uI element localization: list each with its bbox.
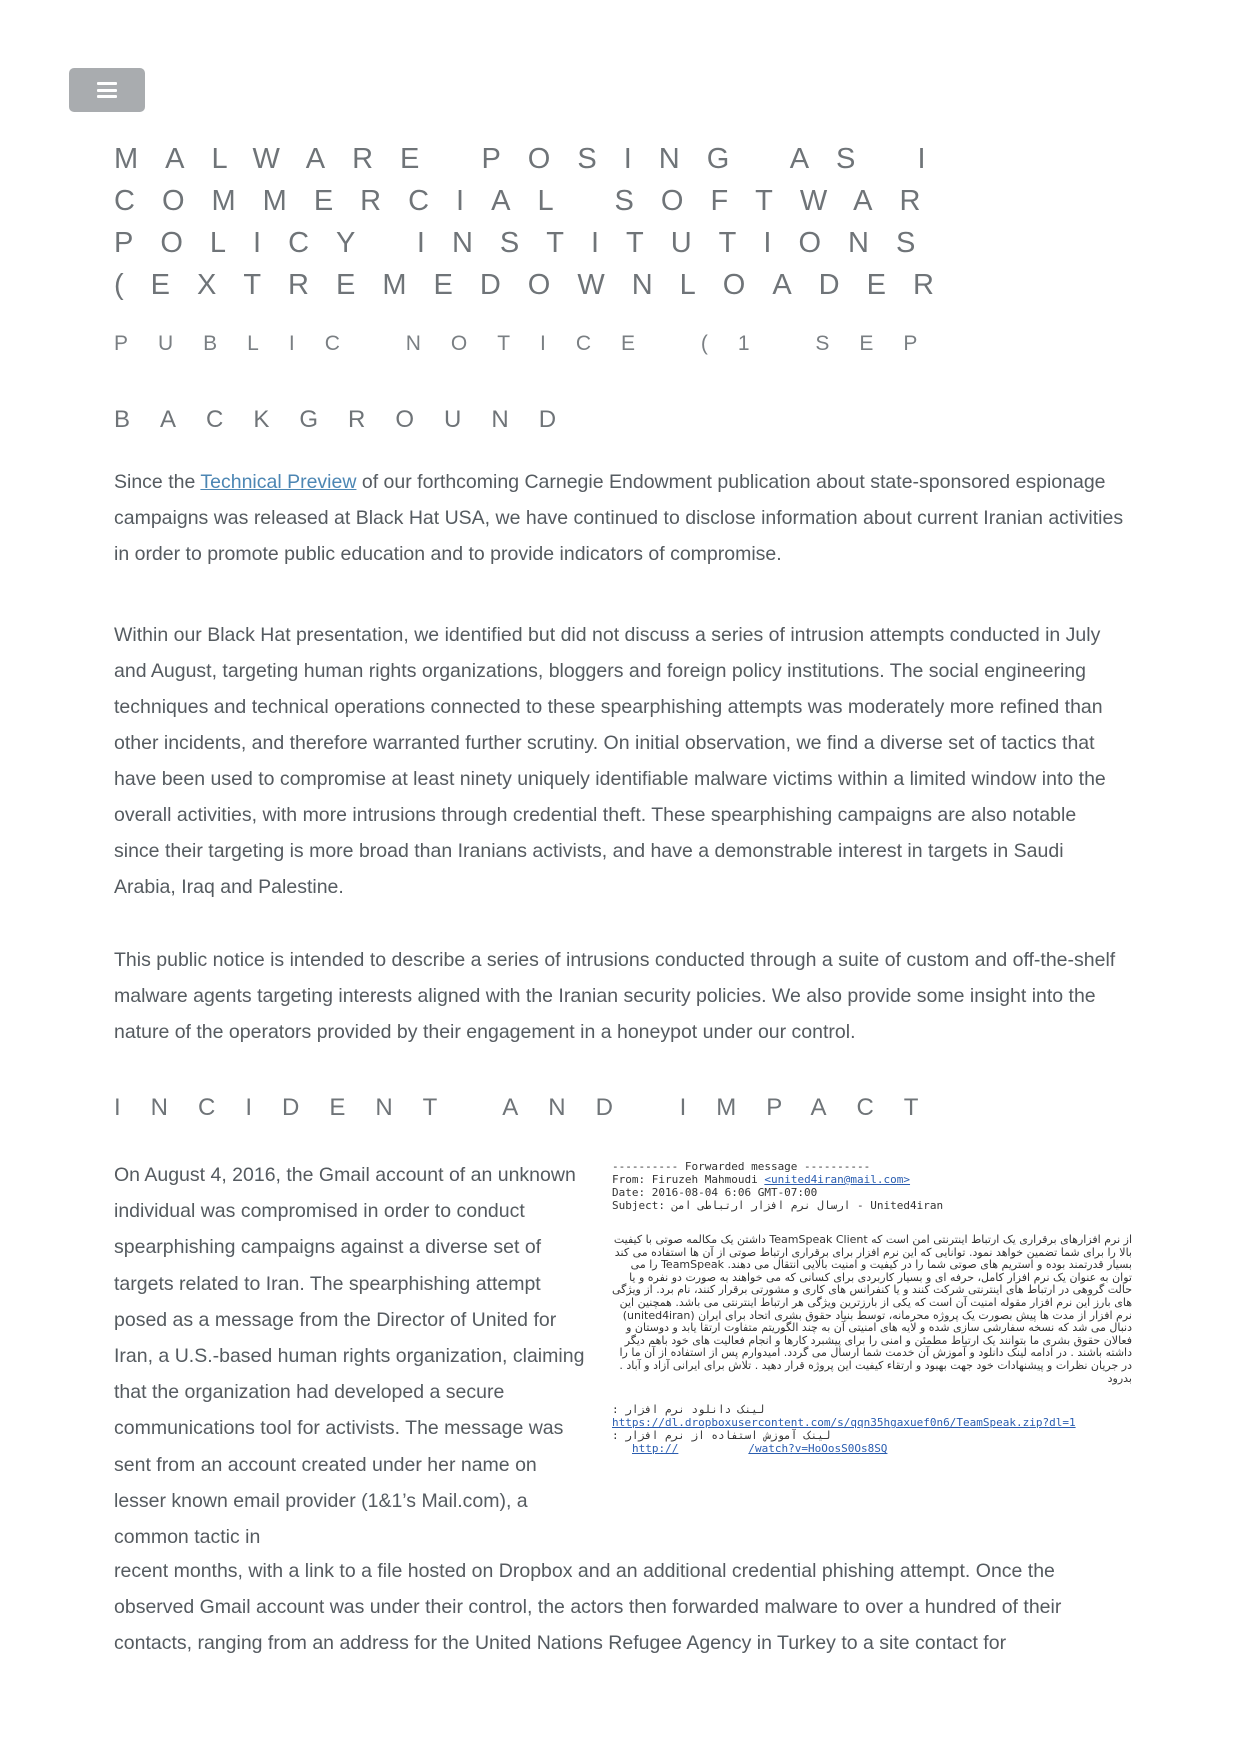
incident-paragraph: On August 4, 2016, the Gmail account of an unknown individual was compromised in order to conduct spearphishing campaigns against a diverse set of targets related to Iran. The spearphishing attempt posed as a message from the Director of United for Iran, a U.S.-based human rights organization, claiming that the organization had developed a secure communications tool for activists. The message was sent from an account created under her name on lesser known email provider (1&1’s Mail.com), a common tactic in bbox=[114, 1164, 585, 1549]
email-date: Date: 2016-08-04 6:06 GMT-07:00 bbox=[612, 1186, 818, 1199]
title-line: COMMERCIAL SOFTWAR bbox=[114, 185, 948, 217]
tutorial-link[interactable] bbox=[632, 1442, 887, 1455]
title-line: (EXTREMEDOWNLOADER bbox=[114, 269, 961, 301]
background-paragraph-3: This public notice is intended to describe a series of intrusions conducted through a suite of custom and off-the-shelf malware agents targeting interests aligned with the Iranian security policies. We also provide some insight into the nature of the operators provided by their engagement in a honeypot under our control. bbox=[114, 949, 1116, 1043]
email-from-label: From: Firuzeh Mahmoudi bbox=[612, 1173, 765, 1186]
email-body: از نرم افزارهای برقراری یک ارتباط اینترنتی امن است که TeamSpeak Client داشتن یک مکالمه صوتی با کیفیت بالا را برای شما تضمین خواهد نمود. توانایی که این نرم افزار برای برقراری ارتباط صوتی از آن ها استفاده می کند بسیار قدرتمند بوده و استریم های صوتی شما را در کیفیت و امنیت بالایی انتقال می دهند. TeamSpeak را می توان به عنوان یک نرم افزار کامل، حرفه ای و بسیار کاربردی برای کسانی که می خواهند به صورت دو نفره و یا حالت گروهی در ارتباط های اینترنتی شرکت کنند و یا کنفرانس های کاری و مشورتی برقرار کنند، نام برد. از ویژگی های بارز این نرم افزار مقوله امنیت آن است که یکی از بارزترین ویژگی هر ارتباط اینترنتی می باشد. همچنین این نرم افزار از مدت ها پیش بصورت یک پروژه محرمانه، توسط بنیاد حقوق بشری اتحاد برای ایران (united4iran) دنبال می شد که نسخه سفارشی سازی شده و لایه های امنیتی آن به چند الگوریتم متفاوت ارتقا یابد و دوستان و فعالان حقوق بشری ما بتوانند یک ارتباط مطمئن و امنی را برای پیشبرد کارها و انجام فعالیت های خود باهم دیگر داشته باشند . در ادامه لینک دانلود و آموزش آن خدمت شما ارسال می گردد. امیدوارم پس از استفاده از آن ما را در جریان نظرات و پیشنهادات خود جهت بهبود و ارتقاء کیفیت این پروژه قرار دهید . تلاش برای ایرانی آزاد و آباد . بدرود bbox=[612, 1233, 1132, 1385]
incident-heading: INCIDENT AND IMPACT bbox=[114, 1094, 949, 1121]
email-subject: Subject: ارسال نرم افزار ارتباطی امن - United4iran bbox=[612, 1199, 944, 1212]
download-label: لینک دانلود نرم افزار : bbox=[612, 1403, 765, 1417]
tutorial-link-part: /watch?v=HoOosS0Os8SQ bbox=[748, 1442, 888, 1456]
email-screenshot bbox=[612, 1160, 1132, 1540]
article bbox=[114, 0, 1240, 1755]
title-line: MALWARE POSING AS I bbox=[114, 143, 953, 175]
title-line: POLICY INSTITUTIONS bbox=[114, 227, 943, 259]
incident-paragraph-continued: recent months, with a link to a file hosted on Dropbox and an additional credential phishing attempt. Once the observed Gmail account was under their control, the actors then forwarded malware to over a hundred of their contacts, ranging from an address for the United Nations Refugee Agency in Turkey to a site contact for bbox=[114, 1560, 1062, 1655]
email-from bbox=[612, 1173, 1132, 1186]
background-paragraph-1 bbox=[114, 464, 1124, 572]
background-paragraph-2: Within our Black Hat presentation, we identified but did not discuss a series of intrusion attempts conducted in July and August, targeting human rights organizations, bloggers and foreign policy institutions. The social engineering techniques and technical operations connected to these spearphishing attempts was moderately more refined than other incidents, and therefore warranted further scrutiny. On initial observation, we find a diverse set of tactics that have been used to compromise at least ninety uniquely identifiable malware victims within a limited window into the overall activities, with more intrusions through credential theft. These spearphishing campaigns are also notable since their targeting is more broad than Iranians activists, and have a demonstrable interest in targets in Saudi Arabia, Iraq and Palestine. bbox=[114, 624, 1106, 898]
email-from-address[interactable]: <united4iran@mail.com> bbox=[764, 1173, 911, 1186]
tutorial-link-part: http:// bbox=[632, 1442, 679, 1456]
email-header bbox=[612, 1160, 1132, 1212]
page-title bbox=[114, 138, 1174, 306]
page-subtitle: PUBLIC NOTICE (1 SEP bbox=[114, 332, 948, 355]
paragraph-text: Since the bbox=[114, 471, 201, 493]
tutorial-label: لینک آموزش استفاده از نرم افزار : bbox=[612, 1429, 831, 1443]
email-links bbox=[612, 1403, 1132, 1455]
background-heading: BACKGROUND bbox=[114, 406, 587, 433]
technical-preview-link[interactable]: Technical Preview bbox=[200, 471, 357, 493]
paragraph-text: of our forthcoming Carnegie Endowment publication about state-sponsored espionage campaigns was released at Black Hat USA, we have continued to disclose information about current Iranian activities in order to promote public education and to provide indicators of compromise. bbox=[114, 471, 1124, 565]
download-link[interactable]: https://dl.dropboxusercontent.com/s/qqn35hgaxuef0n6/TeamSpeak.zip?dl=1 bbox=[612, 1416, 1076, 1430]
email-forwarded-line: ---------- Forwarded message ---------- bbox=[612, 1160, 871, 1173]
